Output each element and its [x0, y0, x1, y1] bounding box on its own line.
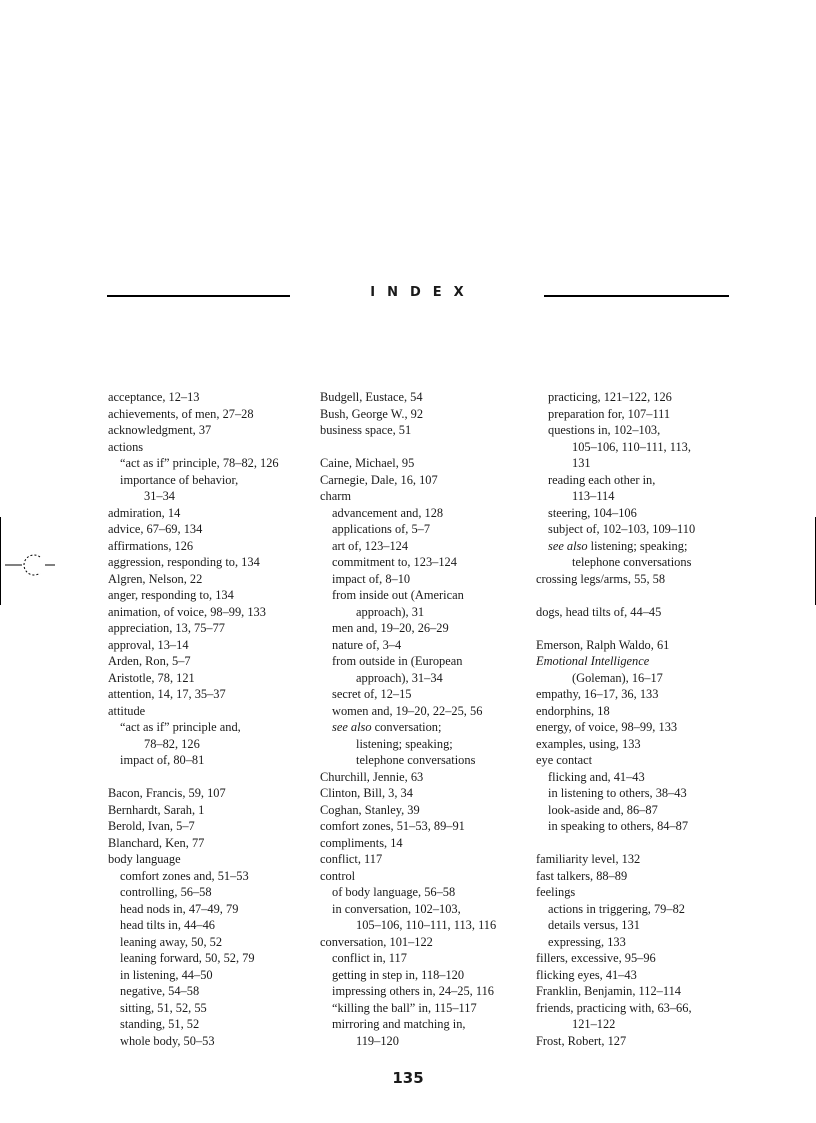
- index-entry-text: Bacon, Francis, 59, 107: [108, 786, 226, 800]
- index-entry: [108, 950, 318, 967]
- index-entry: [108, 917, 318, 934]
- index-entry-text: in listening, 44–50: [120, 967, 213, 982]
- index-entry-text: importance of behavior,: [120, 472, 239, 487]
- heading-rule-left: [107, 295, 290, 297]
- index-entry: [108, 538, 318, 555]
- index-entry-text: look-aside and, 86–87: [548, 802, 658, 817]
- index-entry: [536, 472, 736, 489]
- index-entry-text: admiration, 14: [108, 505, 181, 520]
- index-entry-text: fast talkers, 88–89: [536, 868, 628, 883]
- index-entry: [108, 835, 318, 852]
- index-entry-text: listening; speaking;: [356, 736, 453, 751]
- index-entry-text: expressing, 133: [548, 934, 626, 949]
- index-entry: [536, 505, 736, 522]
- index-entry: [320, 818, 530, 835]
- index-entry-text: acceptance, 12–13: [108, 390, 200, 404]
- index-entry-text: secret of, 12–15: [332, 687, 412, 701]
- index-entry-text: examples, using, 133: [536, 736, 641, 751]
- index-entry: [536, 521, 736, 538]
- index-entry: [536, 967, 736, 984]
- index-entry-text: 105–106, 110–111, 113, 116: [356, 918, 497, 932]
- index-entry-text: Arden, Ron, 5–7: [108, 654, 191, 668]
- index-entry-text: business space, 51: [320, 423, 412, 437]
- index-entry: [108, 554, 318, 571]
- index-entry-text: Frost, Robert, 127: [536, 1033, 627, 1048]
- page-title: INDEX: [370, 285, 476, 300]
- index-column-2: [320, 389, 530, 1049]
- index-entry-text: achievements, of men, 27–28: [108, 406, 254, 421]
- index-entry-text: art of, 123–124: [332, 538, 409, 553]
- index-entry-text: animation, of voice, 98–99, 133: [108, 604, 266, 619]
- index-entry: [536, 604, 736, 621]
- index-entry-text: in conversation, 102–103,: [332, 901, 461, 916]
- index-entry: [536, 488, 736, 505]
- index-entry: [536, 554, 736, 571]
- index-entry: [536, 703, 736, 720]
- index-entry-text: Coghan, Stanley, 39: [320, 802, 420, 817]
- index-entry-text: anger, responding to, 134: [108, 588, 234, 602]
- index-entry: [536, 752, 736, 769]
- index-entry-text: Budgell, Eustace, 54: [320, 390, 423, 404]
- index-entry: [108, 934, 318, 951]
- index-entry-text: steering, 104–106: [548, 505, 637, 520]
- page-number: 135: [392, 1069, 424, 1087]
- index-entry-text: reading each other in,: [548, 472, 656, 487]
- index-entry: [320, 769, 530, 786]
- index-entry-text: standing, 51, 52: [120, 1017, 200, 1031]
- index-entry: [108, 901, 318, 918]
- index-entry: [536, 769, 736, 786]
- index-entry: [320, 901, 530, 918]
- index-entry-text: Emerson, Ralph Waldo, 61: [536, 637, 670, 652]
- index-entry: [536, 686, 736, 703]
- index-entry-text: sitting, 51, 52, 55: [120, 1000, 207, 1015]
- index-entry-text: Franklin, Benjamin, 112–114: [536, 984, 682, 998]
- index-entry-text: preparation for, 107–111: [548, 406, 671, 421]
- index-group-gap: [536, 835, 736, 852]
- index-entry: [108, 868, 318, 885]
- index-entry: [108, 752, 318, 769]
- index-entry: [108, 455, 318, 472]
- index-entry: [320, 917, 530, 934]
- index-entry-text: Blanchard, Ken, 77: [108, 835, 205, 850]
- index-entry: [320, 521, 530, 538]
- index-entry: [320, 389, 530, 406]
- index-group-gap: [536, 620, 736, 637]
- index-entry-text: compliments, 14: [320, 835, 403, 850]
- index-entry: [320, 934, 530, 951]
- index-entry-text: 31–34: [144, 489, 175, 503]
- index-entry: [536, 389, 736, 406]
- index-entry-text: applications of, 5–7: [332, 522, 431, 536]
- index-entry-text: actions: [108, 439, 144, 454]
- index-entry: [108, 983, 318, 1000]
- index-entry: [320, 686, 530, 703]
- index-entry-text: Algren, Nelson, 22: [108, 571, 203, 586]
- index-entry-text: impact of, 8–10: [332, 571, 411, 586]
- index-entry: [536, 785, 736, 802]
- index-entry-text: head nods in, 47–49, 79: [120, 901, 239, 916]
- index-entry-text: subject of, 102–103, 109–110: [548, 522, 696, 536]
- index-entry: [320, 802, 530, 819]
- index-entry: [536, 571, 736, 588]
- registration-mark-icon: [0, 545, 60, 585]
- index-entry: [320, 472, 530, 489]
- index-entry-text: from inside out (American: [332, 588, 464, 602]
- index-entry: [320, 1033, 530, 1050]
- index-entry: [536, 1000, 736, 1017]
- index-entry-text: familiarity level, 132: [536, 852, 641, 866]
- index-entry: [108, 422, 318, 439]
- index-entry-text: Caine, Michael, 95: [320, 456, 415, 470]
- index-entry-text: crossing legs/arms, 55, 58: [536, 571, 666, 586]
- index-entry: [320, 554, 530, 571]
- index-entry: [320, 538, 530, 555]
- index-entry-text: charm: [320, 489, 351, 503]
- index-entry: [536, 439, 736, 456]
- index-entry-text: comfort zones, 51–53, 89–91: [320, 819, 465, 833]
- index-entry-text: control: [320, 868, 356, 883]
- index-entry-text: aggression, responding to, 134: [108, 555, 260, 569]
- index-entry: [108, 653, 318, 670]
- index-entry-text: feelings: [536, 885, 576, 899]
- index-entry: [536, 406, 736, 423]
- index-entry: [536, 719, 736, 736]
- index-entry: see also conversation;: [332, 720, 442, 734]
- index-entry-text: men and, 19–20, 26–29: [332, 621, 449, 635]
- index-entry: [536, 1016, 736, 1033]
- index-entry-text: questions in, 102–103,: [548, 423, 661, 437]
- index-entry: [320, 785, 530, 802]
- index-entry-text: approach), 31–34: [356, 670, 443, 685]
- index-entry: [536, 1033, 736, 1050]
- see-also-label: see also: [548, 538, 588, 553]
- index-entry: [536, 983, 736, 1000]
- index-entry: [320, 884, 530, 901]
- index-entry: [108, 620, 318, 637]
- index-entry: [108, 406, 318, 423]
- index-entry: [536, 851, 736, 868]
- index-entry-text: fillers, excessive, 95–96: [536, 951, 656, 965]
- index-entry: [108, 719, 318, 736]
- index-entry-text: Berold, Ivan, 5–7: [108, 819, 195, 833]
- index-entry: [536, 917, 736, 934]
- index-group-gap: [536, 587, 736, 604]
- index-entry-text: conversation, 101–122: [320, 934, 433, 949]
- index-entry: [536, 884, 736, 901]
- index-entry: [536, 901, 736, 918]
- index-entry: [108, 736, 318, 753]
- index-entry: [536, 950, 736, 967]
- index-entry-text: of body language, 56–58: [332, 885, 456, 899]
- index-entry: [320, 670, 530, 687]
- index-entry: [536, 455, 736, 472]
- index-entry: [320, 1016, 530, 1033]
- index-entry-text: telephone conversations: [356, 753, 476, 767]
- index-entry: [108, 851, 318, 868]
- index-entry: [320, 736, 530, 753]
- index-entry-text: leaning forward, 50, 52, 79: [120, 951, 255, 965]
- index-entry-text: appreciation, 13, 75–77: [108, 621, 225, 635]
- index-entry: [108, 389, 318, 406]
- index-group-gap: [320, 439, 530, 456]
- index-entry: [320, 406, 530, 423]
- index-entry-text: details versus, 131: [548, 918, 640, 932]
- index-entry: [320, 703, 530, 720]
- index-entry-text: Aristotle, 78, 121: [108, 670, 195, 685]
- index-entry-text: mirroring and matching in,: [332, 1017, 466, 1031]
- index-entry-text: 119–120: [356, 1033, 399, 1048]
- index-entry: [108, 785, 318, 802]
- index-entry-text: Churchill, Jennie, 63: [320, 769, 424, 784]
- index-entry: [108, 802, 318, 819]
- index-entry-text: Bush, George W., 92: [320, 406, 424, 421]
- index-entry: [108, 637, 318, 654]
- index-entry: [536, 670, 736, 687]
- see-also-label: see also: [332, 720, 372, 734]
- index-entry-text: from outside in (European: [332, 654, 463, 668]
- index-entry: [536, 422, 736, 439]
- index-entry: [108, 488, 318, 505]
- index-entry-text: comfort zones and, 51–53: [120, 868, 249, 883]
- index-entry: [320, 488, 530, 505]
- index-entry: [108, 439, 318, 456]
- index-entry-text: controlling, 56–58: [120, 885, 212, 899]
- index-entry-text: negative, 54–58: [120, 984, 200, 998]
- index-entry-text: in speaking to others, 84–87: [548, 819, 689, 833]
- index-entry: see also listening; speaking;: [548, 538, 688, 553]
- index-entry: [320, 505, 530, 522]
- index-entry-text: actions in triggering, 79–82: [548, 901, 685, 916]
- index-entry: [108, 505, 318, 522]
- index-entry: [320, 1000, 530, 1017]
- index-entry: [320, 653, 530, 670]
- index-entry-text: empathy, 16–17, 36, 133: [536, 687, 659, 701]
- index-entry: [108, 1033, 318, 1050]
- index-entry-text: attention, 14, 17, 35–37: [108, 687, 226, 701]
- index-entry-text: Emotional Intelligence: [536, 654, 650, 668]
- index-entry: [536, 653, 736, 670]
- heading-rule-right: [544, 295, 729, 297]
- index-entry-text: “act as if” principle, 78–82, 126: [120, 456, 279, 470]
- index-entry-text: (Goleman), 16–17: [572, 670, 663, 685]
- index-entry-text: Bernhardt, Sarah, 1: [108, 802, 205, 817]
- index-entry-text: nature of, 3–4: [332, 637, 402, 652]
- index-entry-text: Carnegie, Dale, 16, 107: [320, 472, 438, 487]
- index-entry-text: endorphins, 18: [536, 703, 610, 718]
- index-entry: [108, 604, 318, 621]
- index-entry-text: impressing others in, 24–25, 116: [332, 984, 494, 998]
- index-entry-text: approach), 31: [356, 604, 425, 619]
- index-entry-text: conflict in, 117: [332, 951, 407, 965]
- index-entry: [108, 686, 318, 703]
- index-entry-text: practicing, 121–122, 126: [548, 390, 672, 404]
- index-entry: [108, 472, 318, 489]
- index-entry-text: women and, 19–20, 22–25, 56: [332, 703, 483, 718]
- index-entry-text: advice, 67–69, 134: [108, 522, 203, 536]
- index-entry-text: flicking eyes, 41–43: [536, 967, 637, 982]
- index-entry-text: “act as if” principle and,: [120, 720, 241, 734]
- index-entry: [108, 1000, 318, 1017]
- index-entry: [320, 571, 530, 588]
- index-entry-text: leaning away, 50, 52: [120, 934, 223, 949]
- index-entry: [108, 670, 318, 687]
- index-entry: [108, 1016, 318, 1033]
- index-entry-text: getting in step in, 118–120: [332, 967, 465, 982]
- index-entry-text: “killing the ball” in, 115–117: [332, 1000, 477, 1015]
- index-entry: [320, 950, 530, 967]
- index-entry: [108, 521, 318, 538]
- index-entry-text: telephone conversations: [572, 555, 692, 569]
- index-entry: [108, 884, 318, 901]
- index-entry-text: 105–106, 110–111, 113,: [572, 439, 691, 454]
- index-group-gap: [108, 769, 318, 786]
- index-entry: [320, 620, 530, 637]
- index-entry-text: body language: [108, 852, 181, 866]
- index-entry-text: impact of, 80–81: [120, 753, 205, 767]
- index-column-1: [108, 389, 318, 1049]
- index-entry-text: attitude: [108, 703, 146, 718]
- index-entry-text: dogs, head tilts of, 44–45: [536, 604, 662, 619]
- index-entry-text: acknowledgment, 37: [108, 423, 212, 437]
- index-entry-text: affirmations, 126: [108, 538, 194, 553]
- index-entry: [536, 818, 736, 835]
- index-entry-text: commitment to, 123–124: [332, 555, 457, 569]
- index-entry: [108, 818, 318, 835]
- index-entry-text: 121–122: [572, 1017, 616, 1031]
- index-entry: [320, 752, 530, 769]
- index-entry: [320, 967, 530, 984]
- index-entry: [320, 587, 530, 604]
- index-entry-text: head tilts in, 44–46: [120, 918, 215, 932]
- index-entry-text: friends, practicing with, 63–66,: [536, 1000, 692, 1015]
- index-entry-text: Clinton, Bill, 3, 34: [320, 786, 413, 800]
- index-entry: [320, 604, 530, 621]
- index-entry: [536, 637, 736, 654]
- index-entry: [320, 422, 530, 439]
- index-entry-text: in listening to others, 38–43: [548, 786, 687, 800]
- index-entry: [320, 835, 530, 852]
- index-entry-text: 131: [572, 456, 591, 470]
- index-entry: [320, 637, 530, 654]
- index-entry: [108, 587, 318, 604]
- index-entry: [108, 967, 318, 984]
- index-entry: [536, 736, 736, 753]
- index-entry: [536, 802, 736, 819]
- index-column-3: [536, 389, 736, 1049]
- index-entry: [108, 703, 318, 720]
- index-entry: [108, 571, 318, 588]
- index-entry: [320, 455, 530, 472]
- index-entry-text: whole body, 50–53: [120, 1033, 215, 1048]
- index-entry: [536, 868, 736, 885]
- index-entry-text: eye contact: [536, 753, 593, 767]
- index-entry-text: energy, of voice, 98–99, 133: [536, 720, 678, 734]
- index-entry: [536, 934, 736, 951]
- index-entry: [320, 851, 530, 868]
- index-entry-text: 78–82, 126: [144, 736, 200, 751]
- index-entry-text: conflict, 117: [320, 852, 383, 866]
- index-entry-text: advancement and, 128: [332, 505, 444, 520]
- index-entry-text: approval, 13–14: [108, 637, 189, 652]
- index-entry: [320, 868, 530, 885]
- index-entry: [320, 983, 530, 1000]
- index-entry-text: flicking and, 41–43: [548, 769, 645, 784]
- index-entry-text: 113–114: [572, 489, 615, 503]
